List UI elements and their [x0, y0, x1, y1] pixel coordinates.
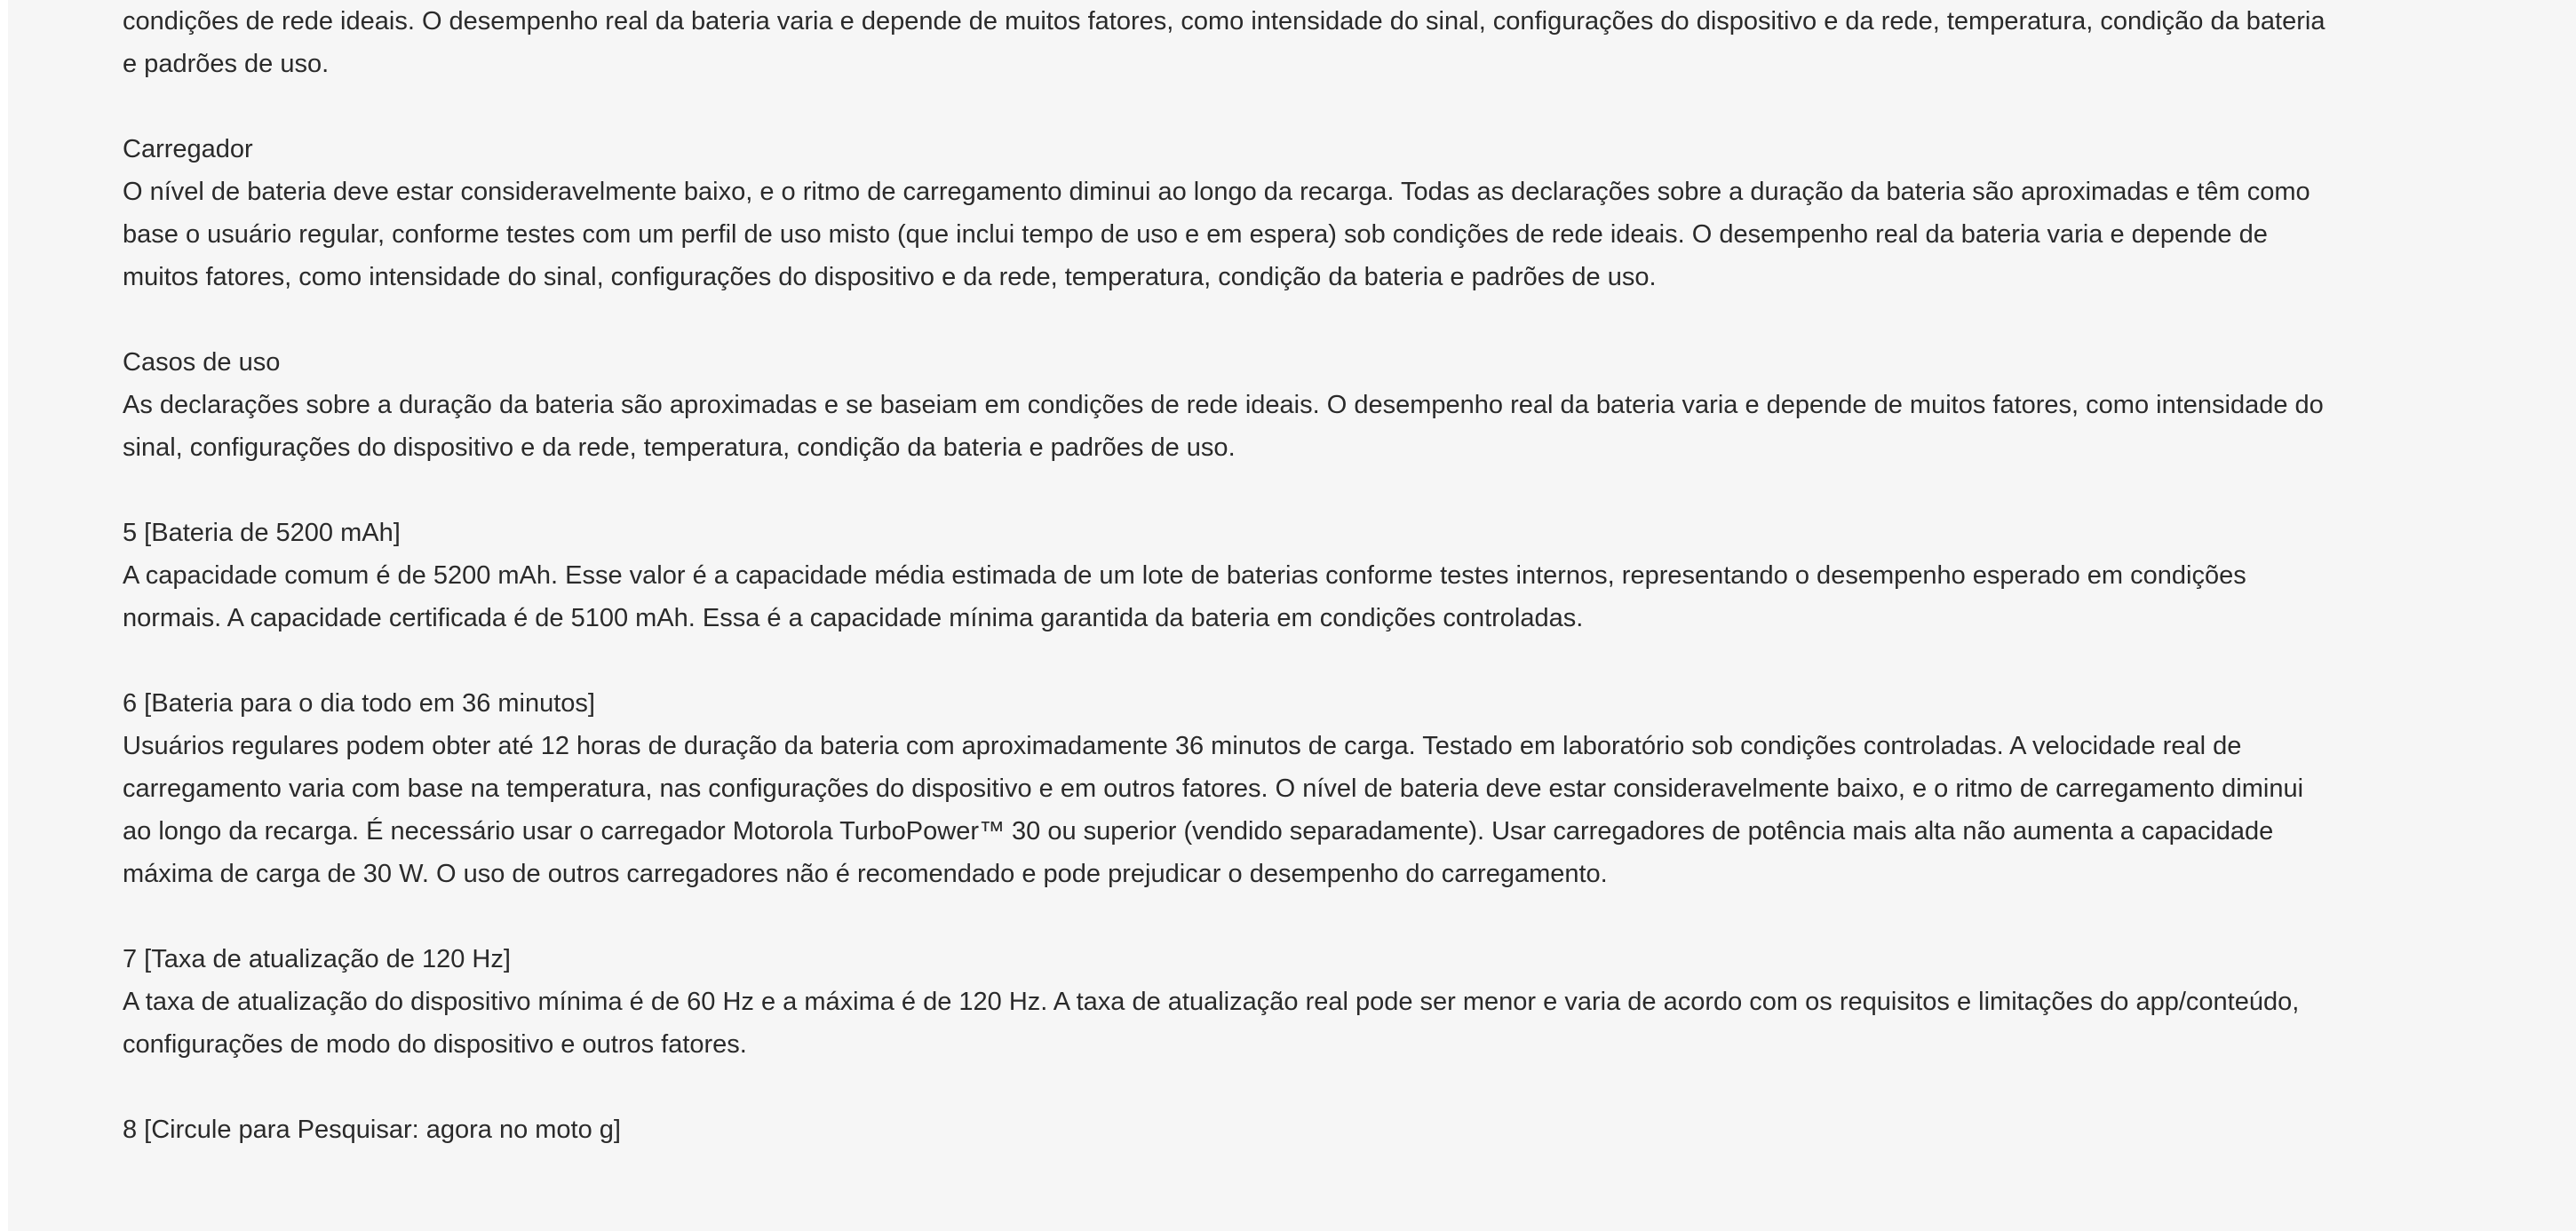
footnote-title: Carregador: [123, 135, 253, 163]
footnote-5-battery: [123, 512, 2326, 639]
footnote-title: 6 [Bateria para o dia todo em 36 minutos]: [123, 689, 595, 718]
footnote-6-charging: [123, 682, 2326, 895]
footnote-body: condições de rede ideais. O desempenho real da bateria varia e depende de muitos fatores, como intensidade do sinal, configurações do dispositivo e da rede, temperatura, condição da bateria e padrões de uso.: [123, 7, 2326, 78]
footnote-body: A taxa de atualização do dispositivo mínima é de 60 Hz e a máxima é de 120 Hz. A taxa de atualização real pode ser menor e varia de acordo com os requisitos e limitações do app/conteúdo, configurações de modo do dispositivo e outros fatores.: [123, 988, 2300, 1059]
footnote-title: 7 [Taxa de atualização de 120 Hz]: [123, 945, 511, 973]
footnote-8-circle-to-search: [123, 1108, 2326, 1151]
footnote-title: Casos de uso: [123, 348, 281, 377]
footnote-title: 8 [Circule para Pesquisar: agora no moto g]: [123, 1116, 621, 1144]
footnote-battery-claims: [123, 0, 2326, 85]
footnotes-content: [123, 0, 2326, 1194]
footnote-body: O nível de bateria deve estar consideravelmente baixo, e o ritmo de carregamento diminui ao longo da recarga. Todas as declarações sobre a duração da bateria são aproximadas e têm como base o usuário regular, conforme testes com um perfil de uso misto (que inclui tempo de uso e em espera) sob condições de rede ideais. O desempenho real da bateria varia e depende de muitos fatores, como intensidade do sinal, configurações do dispositivo e da rede, temperatura, condição da bateria e padrões de uso.: [123, 178, 2310, 291]
footnote-body: Usuários regulares podem obter até 12 horas de duração da bateria com aproximadamente 36 minutos de carga. Testado em laboratório sob condições controladas. A velocidade real de carregamento varia com base na temperatura, nas configurações do dispositivo e em outros fatores. O nível de bateria deve estar consideravelmente baixo, e o ritmo de carregamento diminui ao longo da recarga. É necessário usar o carregador Motorola TurboPower™ 30 ou superior (vendido separadamente). Usar carregadores de potência mais alta não aumenta a capacidade máxima de carga de 30 W. O uso de outros carregadores não é recomendado e pode prejudicar o desempenho do carregamento.: [123, 732, 2304, 888]
footnote-body: A capacidade comum é de 5200 mAh. Esse valor é a capacidade média estimada de um lote de baterias conforme testes internos, representando o desempenho esperado em condições normais. A capacidade certificada é de 5100 mAh. Essa é a capacidade mínima garantida da bateria em condições controladas.: [123, 561, 2246, 632]
footnote-7-refresh-rate: [123, 938, 2326, 1066]
footnote-body: As declarações sobre a duração da bateria são aproximadas e se baseiam em condições de rede ideais. O desempenho real da bateria varia e depende de muitos fatores, como intensidade do sinal, configurações do dispositivo e da rede, temperatura, condição da bateria e padrões de uso.: [123, 391, 2324, 462]
page-background: [8, 0, 2576, 1231]
footnote-use-cases: [123, 341, 2326, 469]
footnote-title: 5 [Bateria de 5200 mAh]: [123, 519, 401, 547]
footnote-charger: [123, 128, 2326, 298]
